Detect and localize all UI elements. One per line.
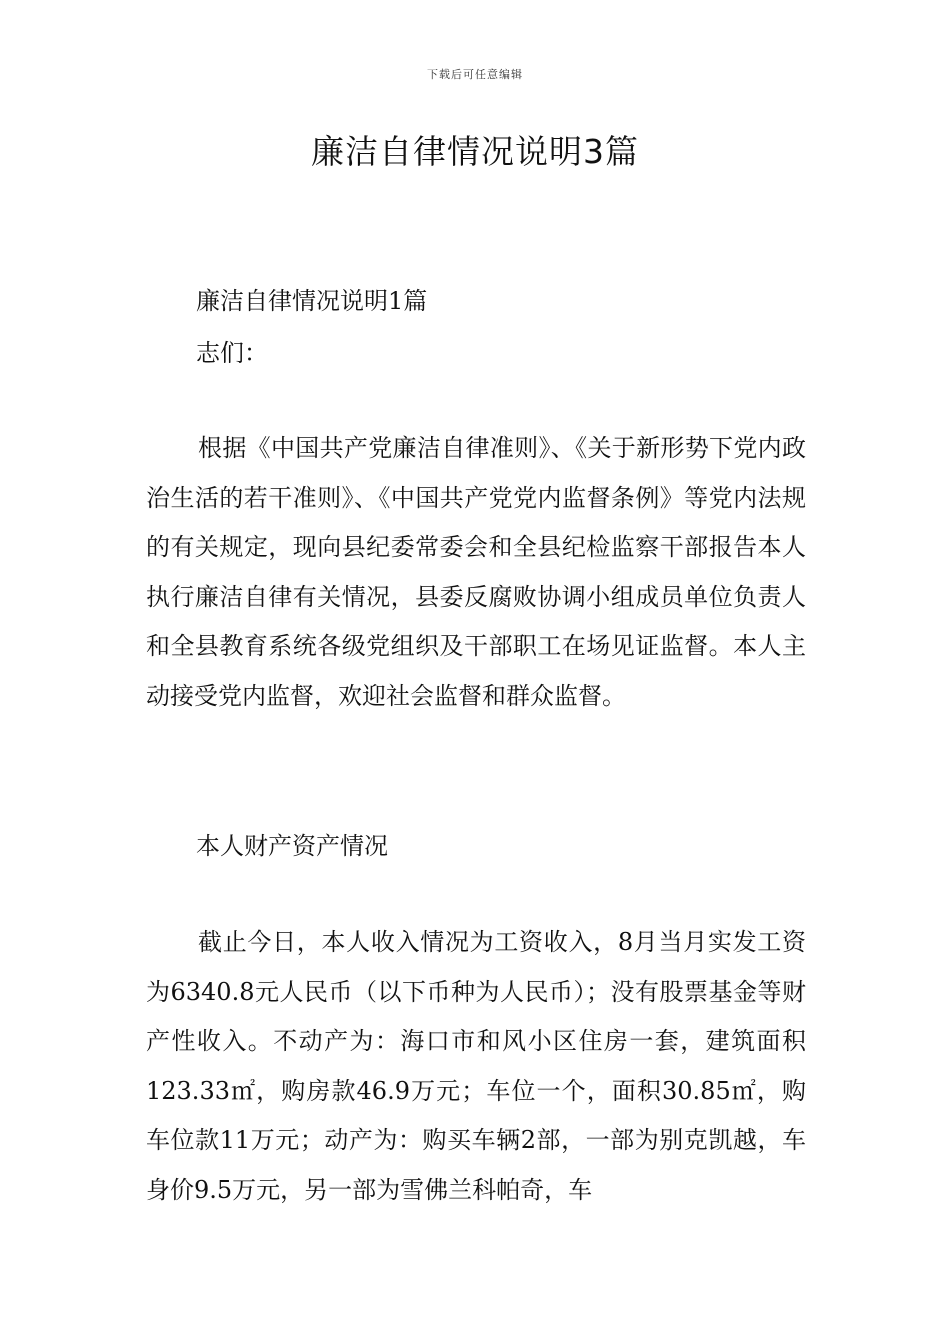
paragraph-assets: 截止今日，本人收入情况为工资收入，8月当月实发工资为6340.8元人民币（以下币种为人民币）；没有股票基金等财产性收入。不动产为：海口市和风小区住房一套，建筑面积123.33㎡，购房款46.9万元；车位一个，面积30.85㎡，购车位款11万元；动产为：购买车辆2部，一部为别克凯越，车身价9.5万元，另一部为雪佛兰科帕奇，车 [146, 928, 806, 1204]
greeting: 志们： [196, 339, 268, 367]
header-note: 下载后可任意编辑 [427, 68, 523, 81]
document-title: 廉洁自律情况说明3篇 [311, 132, 639, 171]
paragraph-intro: 根据《中国共产党廉洁自律准则》、《关于新形势下党内政治生活的若干准则》、《中国共产党党内监督条例》等党内法规的有关规定，现向县纪委常委会和全县纪检监察干部报告本人执行廉洁自律有关情况，县委反腐败协调小组成员单位负责人和全县教育系统各级党组织及干部职工在场见证监督。本人主动接受党内监督，欢迎社会监督和群众监督。 [146, 434, 806, 710]
section-heading: 本人财产资产情况 [196, 832, 388, 860]
subtitle: 廉洁自律情况说明1篇 [196, 287, 428, 315]
